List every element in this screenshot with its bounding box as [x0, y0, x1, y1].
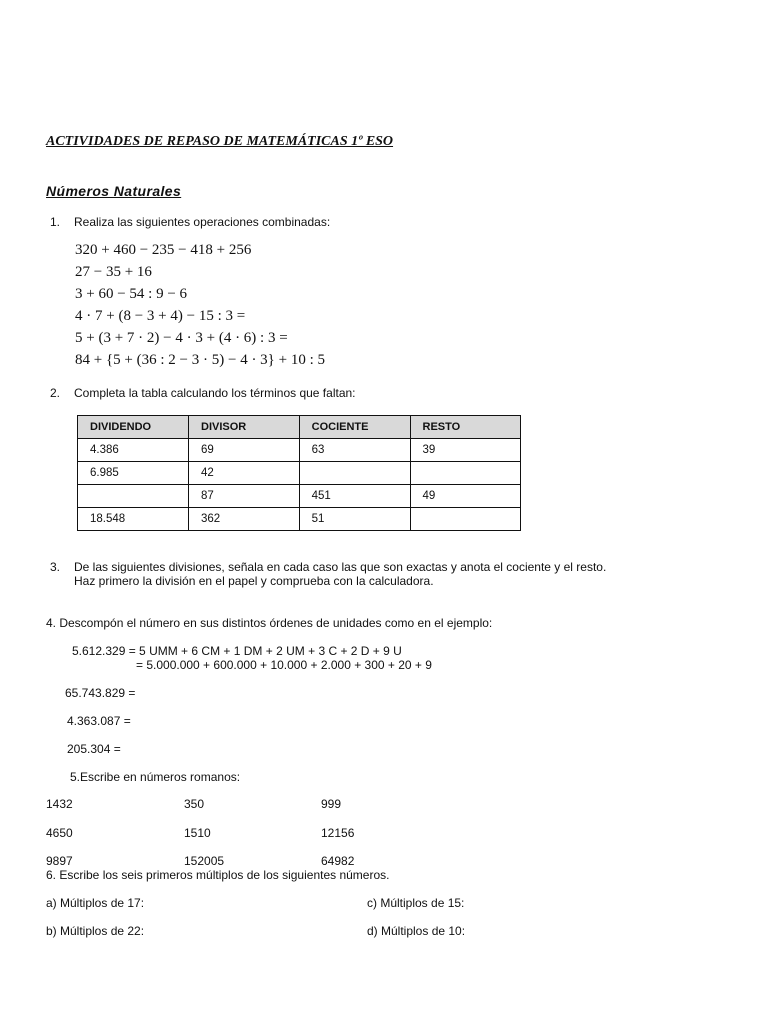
q1-text: Realiza las siguientes operaciones combinadas: — [74, 215, 331, 229]
division-table — [77, 415, 521, 531]
table-header-row — [78, 416, 521, 439]
section-title: Números Naturales — [46, 183, 182, 199]
roman-number: 9897 — [46, 854, 73, 868]
table-cell: 451 — [299, 485, 410, 508]
table-cell: 87 — [189, 485, 300, 508]
expression-4: 4 · 7 + (8 − 3 + 4) − 15 : 3 = — [75, 308, 246, 324]
table-cell: 63 — [299, 439, 410, 462]
roman-number: 1510 — [184, 826, 211, 840]
q6-text: 6. Escribe los seis primeros múltiplos de los siguientes números. — [46, 868, 390, 882]
table-cell: 39 — [410, 439, 520, 462]
page-title: ACTIVIDADES DE REPASO DE MATEMÁTICAS 1º ESO — [46, 134, 394, 149]
q4-item-2: 4.363.087 = — [67, 714, 131, 728]
roman-number: 4650 — [46, 826, 73, 840]
table-cell — [410, 462, 520, 485]
q3-line-1: De las siguientes divisiones, señala en cada caso las que son exactas y anota el cociente y el resto. — [74, 560, 607, 574]
table-cell: 49 — [410, 485, 520, 508]
table-row — [78, 485, 521, 508]
table-cell — [410, 508, 520, 531]
table-row — [78, 462, 521, 485]
q6-item-a: a) Múltiplos de 17: — [46, 896, 145, 910]
q6-item-b: b) Múltiplos de 22: — [46, 924, 145, 938]
roman-number: 12156 — [321, 826, 355, 840]
table-cell: 51 — [299, 508, 410, 531]
header-cociente: COCIENTE — [299, 416, 410, 439]
table-cell — [78, 485, 189, 508]
q6-item-c: c) Múltiplos de 15: — [367, 896, 465, 910]
roman-number: 64982 — [321, 854, 355, 868]
q3-line-2: Haz primero la división en el papel y comprueba con la calculadora. — [74, 574, 434, 588]
table-cell: 4.386 — [78, 439, 189, 462]
roman-number: 1432 — [46, 797, 73, 811]
table-row — [78, 439, 521, 462]
q4-text: 4. Descompón el número en sus distintos órdenes de unidades como en el ejemplo: — [46, 616, 493, 630]
q4-item-3: 205.304 = — [67, 742, 121, 756]
table-cell: 69 — [189, 439, 300, 462]
header-resto: RESTO — [410, 416, 520, 439]
expression-3: 3 + 60 − 54 : 9 − 6 — [75, 286, 188, 302]
table-cell: 42 — [189, 462, 300, 485]
expression-1: 320 + 460 − 235 − 418 + 256 — [75, 242, 252, 258]
table-cell — [299, 462, 410, 485]
q4-example-line-2: = 5.000.000 + 600.000 + 10.000 + 2.000 + 300 + 20 + 9 — [136, 658, 432, 672]
q4-item-1: 65.743.829 = — [65, 686, 136, 700]
roman-number: 999 — [321, 797, 342, 811]
table-cell: 362 — [189, 508, 300, 531]
q2-number: 2. — [50, 386, 61, 400]
header-divisor: DIVISOR — [189, 416, 300, 439]
expression-6: 84 + {5 + (36 : 2 − 3 · 5) − 4 · 3} + 10 : 5 — [75, 352, 326, 368]
header-dividendo: DIVIDENDO — [78, 416, 189, 439]
expression-2: 27 − 35 + 16 — [75, 264, 152, 280]
expression-5: 5 + (3 + 7 · 2) − 4 · 3 + (4 · 6) : 3 = — [75, 330, 288, 346]
q1-number: 1. — [50, 215, 61, 229]
table-cell: 18.548 — [78, 508, 189, 531]
q4-example-line-1: 5.612.329 = 5 UMM + 6 CM + 1 DM + 2 UM + 3 C + 2 D + 9 U — [72, 644, 402, 658]
table-row — [78, 508, 521, 531]
q3-number: 3. — [50, 560, 61, 574]
roman-number: 152005 — [184, 854, 225, 868]
q2-text: Completa la tabla calculando los términos que faltan: — [74, 386, 356, 400]
roman-number: 350 — [184, 797, 205, 811]
q6-item-d: d) Múltiplos de 10: — [367, 924, 466, 938]
q5-text: 5.Escribe en números romanos: — [70, 770, 241, 784]
table-cell: 6.985 — [78, 462, 189, 485]
